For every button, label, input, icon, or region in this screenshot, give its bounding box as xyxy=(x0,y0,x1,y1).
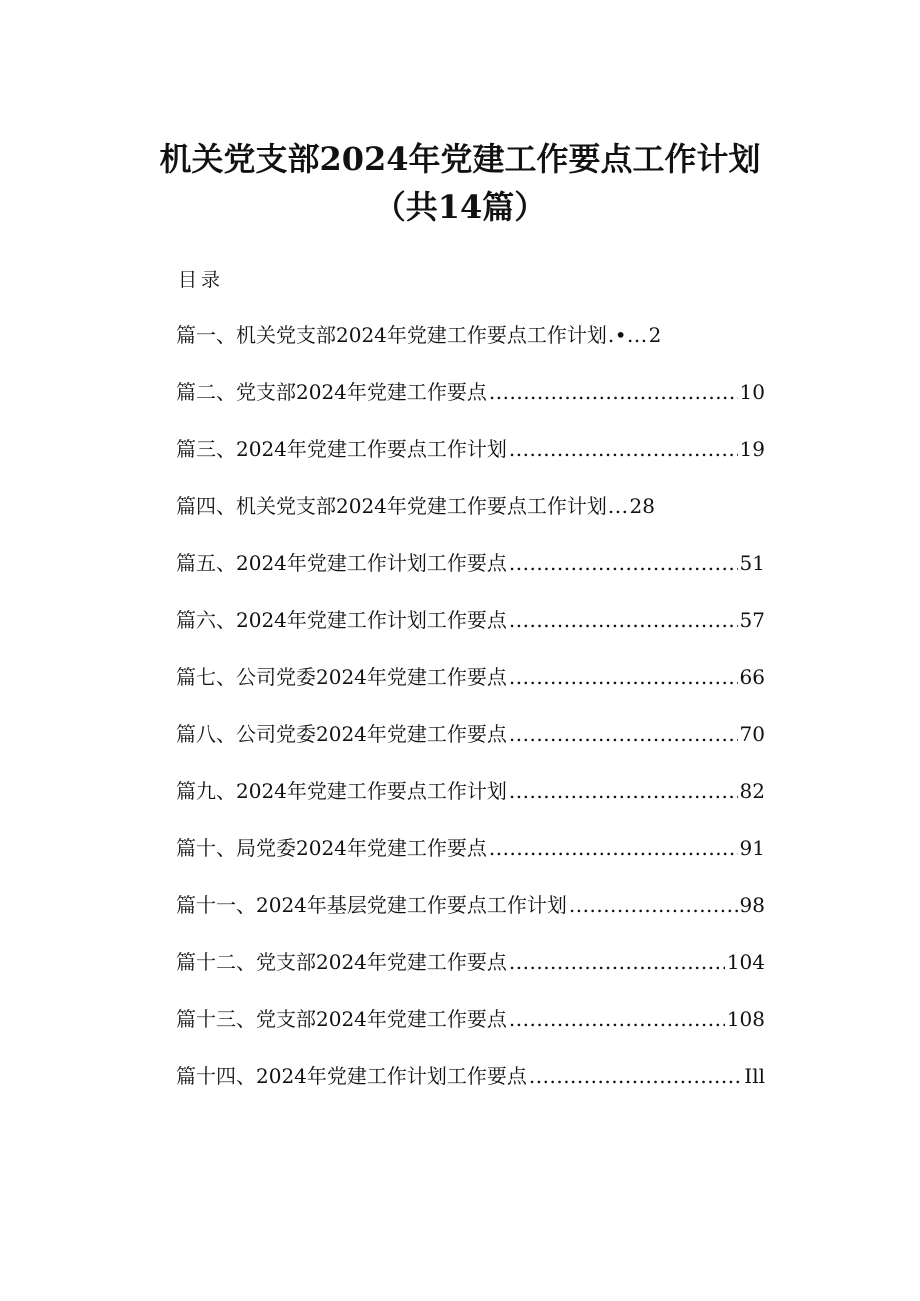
toc-leader-dots xyxy=(509,1004,725,1034)
toc-entry-title: 篇四、机关党支部2024年党建工作要点工作计划 xyxy=(176,494,607,518)
toc-entry-page: 28 xyxy=(629,494,655,518)
document-subtitle: （共14篇） xyxy=(373,188,547,226)
toc-leader-dots xyxy=(509,605,738,635)
toc-entry-page: 51 xyxy=(739,551,765,575)
toc-entry-page: 104 xyxy=(726,950,765,974)
toc-leader-dots: ... xyxy=(607,494,629,518)
toc-entry-title: 篇一、机关党支部2024年党建工作要点工作计划 xyxy=(176,323,607,347)
toc-entry-6[interactable] xyxy=(176,605,765,662)
toc-entry-page: 82 xyxy=(739,779,765,803)
table-of-contents xyxy=(176,320,765,1118)
toc-leader-dots xyxy=(509,719,738,749)
toc-leader-dots xyxy=(489,833,738,863)
toc-entry-title: 篇五、2024年党建工作计划工作要点 xyxy=(176,551,507,575)
toc-entry-title: 篇十一、2024年基层党建工作要点工作计划 xyxy=(176,893,567,917)
toc-entry-page: 10 xyxy=(739,380,765,404)
toc-leader-dots xyxy=(509,662,738,692)
toc-entry-title: 篇六、2024年党建工作计划工作要点 xyxy=(176,608,507,632)
toc-entry-page: Ill xyxy=(744,1064,765,1088)
toc-leader-dots xyxy=(529,1061,742,1091)
toc-entry-5[interactable] xyxy=(176,548,765,605)
toc-leader-dots xyxy=(509,434,738,464)
toc-entry-4[interactable] xyxy=(176,491,765,548)
toc-entry-13[interactable] xyxy=(176,1004,765,1061)
toc-entry-page: 98 xyxy=(739,893,765,917)
toc-leader-dots xyxy=(569,890,738,920)
toc-entry-title: 篇十、局党委2024年党建工作要点 xyxy=(176,836,487,860)
toc-entry-title: 篇三、2024年党建工作要点工作计划 xyxy=(176,437,507,461)
toc-leader-dots xyxy=(509,776,738,806)
toc-entry-page: 19 xyxy=(739,437,765,461)
toc-entry-page: 57 xyxy=(739,608,765,632)
toc-heading: 目录 xyxy=(178,269,225,291)
toc-leader-dots xyxy=(509,548,738,578)
toc-entry-1[interactable] xyxy=(176,320,765,377)
toc-entry-2[interactable] xyxy=(176,377,765,434)
toc-leader-dots xyxy=(489,377,738,407)
toc-entry-title: 篇九、2024年党建工作要点工作计划 xyxy=(176,779,507,803)
toc-entry-3[interactable] xyxy=(176,434,765,491)
toc-entry-title: 篇二、党支部2024年党建工作要点 xyxy=(176,380,487,404)
toc-entry-page: 2 xyxy=(648,323,662,347)
toc-leader-dots xyxy=(509,947,725,977)
toc-entry-9[interactable] xyxy=(176,776,765,833)
toc-entry-12[interactable] xyxy=(176,947,765,1004)
toc-leader-dots: .•... xyxy=(607,323,648,347)
toc-entry-11[interactable] xyxy=(176,890,765,947)
toc-entry-title: 篇十四、2024年党建工作计划工作要点 xyxy=(176,1064,527,1088)
toc-entry-14[interactable] xyxy=(176,1061,765,1118)
toc-entry-title: 篇十三、党支部2024年党建工作要点 xyxy=(176,1007,507,1031)
toc-entry-title: 篇七、公司党委2024年党建工作要点 xyxy=(176,665,507,689)
toc-entry-title: 篇十二、党支部2024年党建工作要点 xyxy=(176,950,507,974)
toc-entry-10[interactable] xyxy=(176,833,765,890)
document-title: 机关党支部2024年党建工作要点工作计划 xyxy=(159,140,761,178)
toc-entry-7[interactable] xyxy=(176,662,765,719)
toc-entry-title: 篇八、公司党委2024年党建工作要点 xyxy=(176,722,507,746)
toc-entry-8[interactable] xyxy=(176,719,765,776)
toc-entry-page: 66 xyxy=(739,665,765,689)
toc-entry-page: 70 xyxy=(739,722,765,746)
toc-entry-page: 91 xyxy=(739,836,765,860)
toc-entry-page: 108 xyxy=(726,1007,765,1031)
